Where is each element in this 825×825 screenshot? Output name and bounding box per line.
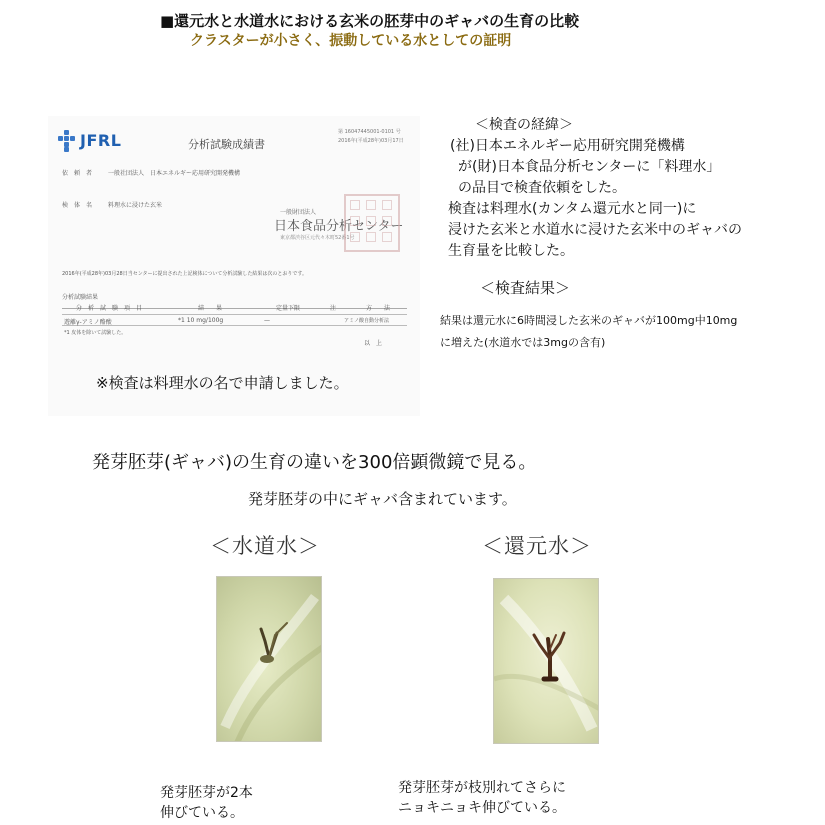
microscope-subheading: 発芽胚芽の中にギャバ含まれています。 bbox=[248, 490, 517, 508]
background-line: 生育量を比較した。 bbox=[448, 243, 574, 259]
results-heading: 分析試験結果 bbox=[62, 294, 99, 301]
caption-line: 伸びている。 bbox=[160, 805, 244, 821]
background-line: 検査は料理水(カンタム還元水と同一)に bbox=[448, 201, 697, 217]
sprout-two-shoots-icon bbox=[217, 577, 322, 742]
sample-label: 検 体 名 bbox=[62, 202, 93, 209]
org-address: 東京都渋谷区元代々木町52番1号 bbox=[280, 235, 355, 241]
col-note: 注 bbox=[330, 305, 337, 312]
certificate-title: 分析試験成績書 bbox=[188, 138, 265, 151]
background-line: が(財)日本食品分析センターに「料理水」 bbox=[458, 159, 721, 175]
certificate-date: 2016年(平成28年)03月17日 bbox=[338, 137, 404, 144]
certificate-footnote: *1 皮体を除いて試験した。 bbox=[64, 330, 127, 336]
page-title: ■還元水と水道水における玄米の胚芽中のギャバの生育の比較 bbox=[160, 12, 580, 30]
tap-water-sprout-photo bbox=[216, 576, 322, 742]
page-subtitle: クラスターが小さく、振動している水としての証明 bbox=[190, 33, 512, 49]
background-line: の品目で検査依頼をした。 bbox=[458, 180, 626, 196]
col-result: 結 果 bbox=[198, 305, 223, 312]
analysis-certificate bbox=[48, 116, 420, 416]
certificate-number: 第 16047445001-0101 号 bbox=[338, 129, 401, 135]
microscope-heading: 発芽胚芽(ギャバ)の生育の違いを300倍顕微鏡で見る。 bbox=[92, 452, 537, 473]
sample-value: 料理水に浸けた玄米 bbox=[108, 202, 163, 209]
tap-water-label: ＜水道水＞ bbox=[210, 534, 320, 558]
reduced-water-label: ＜還元水＞ bbox=[482, 534, 592, 558]
background-line: (社)日本エネルギー応用研究開発機構 bbox=[450, 138, 685, 154]
result-heading: ＜検査結果＞ bbox=[480, 279, 571, 297]
col-item: 分 析 試 験 項 目 bbox=[76, 305, 143, 312]
certificate-number-block bbox=[338, 128, 404, 145]
requester-value: 一般社団法人 日本エネルギー応用研究開発機構 bbox=[108, 170, 241, 177]
sprout-branched-icon bbox=[494, 579, 599, 744]
requester-label: 依 頼 者 bbox=[62, 170, 93, 177]
jfrl-logo-text: JFRL bbox=[80, 131, 122, 150]
certificate-end-mark: 以 上 bbox=[364, 340, 383, 347]
col-limit: 定量下限 bbox=[276, 305, 301, 312]
reduced-water-caption bbox=[398, 778, 566, 818]
row-item: 遊離γ-アミノ酪酸 bbox=[64, 319, 112, 326]
official-seal-icon bbox=[344, 194, 400, 252]
org-name: 日本食品分析センター bbox=[274, 219, 404, 234]
row-method: アミノ酸自動分析法 bbox=[344, 318, 390, 324]
jfrl-logo-icon bbox=[56, 130, 78, 152]
row-limit: — bbox=[264, 317, 270, 324]
caption-line: 発芽胚芽が2本 bbox=[160, 785, 253, 801]
row-result: *1 10 mg/100g bbox=[178, 317, 224, 324]
reduced-water-sprout-photo bbox=[493, 578, 599, 744]
result-text bbox=[440, 310, 737, 354]
application-note: ※検査は料理水の名で申請しました。 bbox=[96, 374, 349, 392]
result-line: に増えた(水道水では3mgの含有) bbox=[440, 336, 606, 349]
result-line: 結果は還元水に6時間浸した玄米のギャバが100mg中10mg bbox=[440, 314, 738, 327]
col-method: 方 法 bbox=[366, 305, 391, 312]
background-line: 浸けた玄米と水道水に浸けた玄米中のギャバの bbox=[448, 222, 742, 238]
tap-water-caption bbox=[160, 783, 253, 823]
caption-line: 発芽胚芽が枝別れてさらに bbox=[398, 780, 566, 796]
org-type: 一般財団法人 bbox=[280, 209, 317, 216]
caption-line: ニョキニョキ伸びている。 bbox=[398, 800, 566, 816]
background-text bbox=[448, 136, 742, 262]
background-heading: ＜検査の経緯＞ bbox=[475, 117, 573, 133]
certificate-statement: 2016年(平成28年)03月28日当センターに提出された上記検体について分析試験した結果は次のとおりです。 bbox=[62, 271, 308, 277]
